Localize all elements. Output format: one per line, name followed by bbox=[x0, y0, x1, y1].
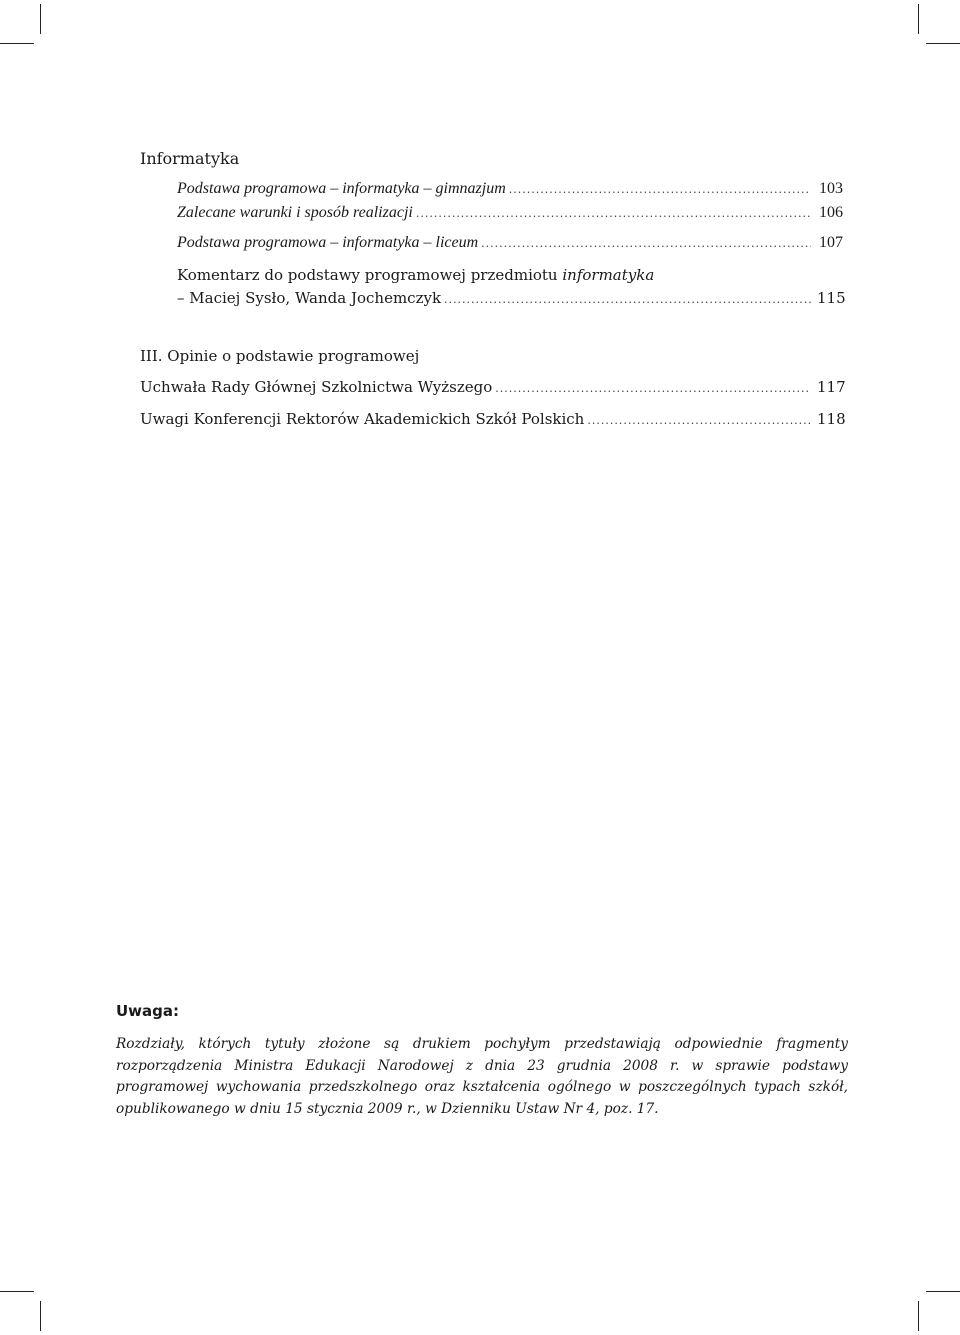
crop-mark bbox=[40, 1301, 41, 1331]
crop-mark bbox=[918, 1301, 919, 1331]
crop-mark bbox=[918, 4, 919, 34]
toc-leader bbox=[495, 382, 811, 395]
toc-entry[interactable] bbox=[177, 204, 843, 222]
crop-mark bbox=[40, 4, 41, 34]
crop-mark bbox=[0, 1291, 34, 1292]
toc-entry-title: Uwagi Konferencji Rektorów Akademickich Szkół Polskich bbox=[140, 410, 585, 428]
toc-entry-title[interactable] bbox=[177, 266, 654, 284]
toc-entry-title: Zalecane warunki i sposób realizacji bbox=[177, 204, 413, 221]
section-title: III. Opinie o podstawie programowej bbox=[140, 347, 420, 365]
toc-entry[interactable] bbox=[177, 289, 846, 307]
toc-leader bbox=[444, 293, 811, 306]
toc-entry[interactable] bbox=[177, 180, 843, 198]
toc-entry[interactable] bbox=[140, 378, 846, 396]
section-title: Informatyka bbox=[140, 149, 240, 168]
toc-entry-title: Uchwała Rady Głównej Szkolnictwa Wyższego bbox=[140, 378, 493, 396]
crop-mark bbox=[926, 1291, 960, 1292]
toc-entry[interactable] bbox=[177, 234, 843, 252]
toc-entry[interactable] bbox=[140, 410, 846, 428]
toc-leader bbox=[481, 237, 811, 250]
toc-page-number: 115 bbox=[817, 289, 846, 307]
toc-leader bbox=[416, 207, 811, 220]
toc-entry-title: Podstawa programowa – informatyka – gimnazjum bbox=[177, 180, 506, 197]
toc-leader bbox=[587, 414, 811, 427]
note-title: Uwaga: bbox=[116, 1002, 180, 1020]
toc-entry-authors: – Maciej Sysło, Wanda Jochemczyk bbox=[177, 289, 442, 307]
toc-page-number: 103 bbox=[819, 180, 843, 197]
toc-page-number: 118 bbox=[817, 410, 846, 428]
toc-leader bbox=[509, 183, 811, 196]
commentary-title-text: Komentarz do podstawy programowej przedmiotu bbox=[177, 266, 563, 284]
commentary-subject: informatyka bbox=[562, 266, 655, 284]
toc-page-number: 107 bbox=[819, 234, 843, 251]
toc-page-number: 106 bbox=[819, 204, 843, 221]
crop-mark bbox=[0, 43, 34, 44]
toc-page-number: 117 bbox=[817, 378, 846, 396]
toc-entry-title: Podstawa programowa – informatyka – liceum bbox=[177, 234, 479, 251]
note-text: Rozdziały, których tytuły złożone są drukiem pochyłym przedstawiają odpowiednie fragmenty rozporządzenia Ministra Edukacji Narodowej z dnia 23 grudnia 2008 r. w sprawie podstawy programowej wychowania przedszkolnego oraz kształcenia ogólnego w poszczególnych typach szkół, opublikowanego w dniu 15 stycznia 2009 r., w Dzienniku Ustaw Nr 4, poz. 17. bbox=[116, 1036, 848, 1117]
crop-mark bbox=[926, 43, 960, 44]
